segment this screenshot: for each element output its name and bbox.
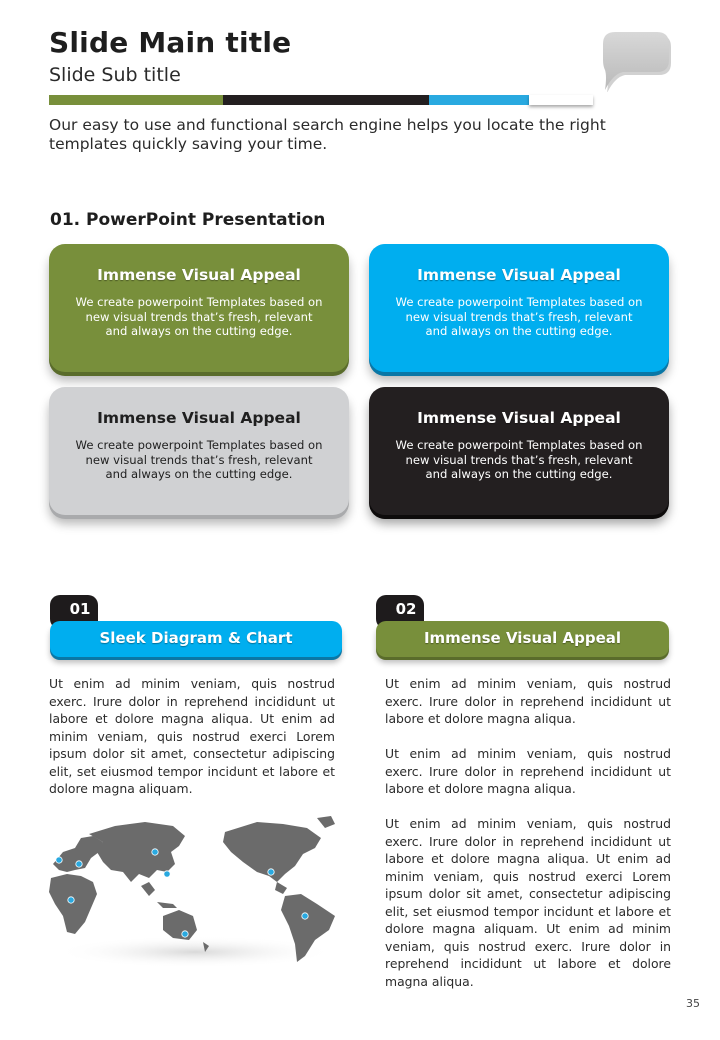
- card-dark: [369, 387, 669, 515]
- speech-bubble-icon: [601, 30, 671, 92]
- column-number-badge: 01: [50, 595, 98, 629]
- card-body: We create powerpoint Templates based on new visual trends that’s fresh, relevant and always on the cutting edge.: [395, 438, 643, 481]
- page-title: Slide Main title: [49, 26, 292, 59]
- color-bar-dark: [223, 95, 429, 105]
- paragraph: Ut enim ad minim veniam, quis nostrud exerc. Irure dolor in reprehend incididunt ut labore et dolore magna aliqua. Ut enim ad minim veniam, quis nostrud exerci Lorem ipsum dolor sit amet, consectetur adipiscing elit, set eiusmod tempor incidunt et labore et dolore magna aliquam.: [49, 676, 335, 796]
- paragraph: Ut enim ad minim veniam, quis nostrud exerc. Irure dolor in reprehend incididunt ut labore et dolore magna aliqua.: [385, 746, 671, 796]
- card-title: Immense Visual Appeal: [417, 266, 621, 284]
- card-body: We create powerpoint Templates based on new visual trends that’s fresh, relevant and always on the cutting edge.: [395, 295, 643, 338]
- card-gray: [49, 387, 349, 515]
- intro-text: Our easy to use and functional search engine helps you locate the right templates quickly saving your time.: [49, 116, 606, 153]
- card-body: We create powerpoint Templates based on new visual trends that’s fresh, relevant and always on the cutting edge.: [75, 438, 323, 481]
- card-title: Immense Visual Appeal: [97, 409, 301, 427]
- card-body: We create powerpoint Templates based on new visual trends that’s fresh, relevant and always on the cutting edge.: [75, 295, 323, 338]
- section-title: 01. PowerPoint Presentation: [50, 210, 326, 230]
- column-heading-bar: Sleek Diagram & Chart: [50, 621, 342, 657]
- world-map-icon: [45, 812, 340, 972]
- column-heading-bar: Immense Visual Appeal: [376, 621, 669, 657]
- column-text-right: [385, 675, 671, 1008]
- card-title: Immense Visual Appeal: [417, 409, 621, 427]
- card-blue: [369, 244, 669, 372]
- page-subtitle: Slide Sub title: [49, 64, 181, 86]
- card-title: Immense Visual Appeal: [97, 266, 301, 284]
- card-green: [49, 244, 349, 372]
- color-bar-blue: [429, 95, 529, 105]
- paragraph: Ut enim ad minim veniam, quis nostrud exerc. Irure dolor in reprehend incididunt ut labore et dolore magna aliqua.: [385, 676, 671, 726]
- column-number-badge: 02: [376, 595, 424, 629]
- color-bar-white: [529, 95, 593, 105]
- color-bar-green: [49, 95, 223, 105]
- column-text-left: [49, 675, 335, 815]
- page-number: 35: [686, 997, 700, 1010]
- paragraph: Ut enim ad minim veniam, quis nostrud exerc. Irure dolor in reprehend incididunt ut labore et dolore magna aliqua. Ut enim ad minim veniam, quis nostrud exerci Lorem ipsum dolor sit amet, consectetur adipiscing elit, set eiusmod tempor incidunt et labore et dolore magna aliquam. Ut enim ad minim veniam, quis nostrud exerc. Irure dolor in reprehend incididunt ut labore et dolore magna aliqua.: [385, 816, 671, 989]
